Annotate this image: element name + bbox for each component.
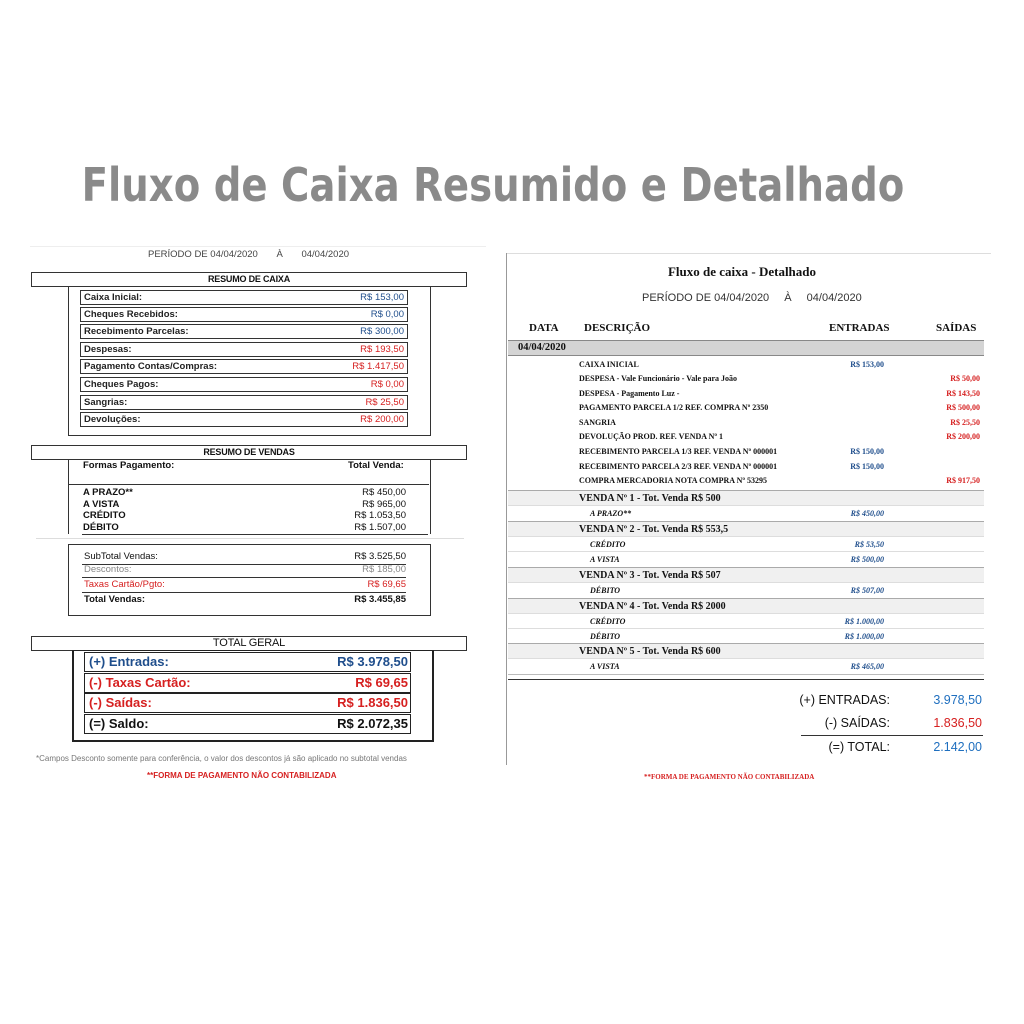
venda-item: A VISTA R$ 465,00 (508, 658, 984, 675)
venda-group: VENDA Nº 3 - Tot. Venda R$ 507 (508, 567, 984, 583)
venda-item: DÉBITO R$ 1.000,00 (508, 628, 984, 644)
page-title: Fluxo de Caixa Resumido e Detalhado (81, 158, 905, 212)
line-item: RECEBIMENTO PARCELA 2/3 REF. VENDA Nº 000001 R$ 150,00 (579, 462, 884, 471)
divider (36, 538, 464, 539)
line-item: DESPESA - Vale Funcionário - Vale para João R$ 50,00 (579, 374, 980, 383)
totais-entradas-label: (+) ENTRADAS: (799, 693, 890, 707)
period-end: 04/04/2020 (806, 292, 862, 304)
vendas-row: A VISTA R$ 965,00 (83, 499, 406, 510)
col-header-saidas: SAÍDAS (936, 322, 977, 334)
caixa-row: Devoluções: R$ 200,00 (80, 412, 408, 427)
line-item: DESPESA - Pagamento Luz - R$ 143,50 (579, 389, 980, 398)
venda-item: DÉBITO R$ 507,00 (508, 582, 984, 598)
venda-group: VENDA Nº 2 - Tot. Venda R$ 553,5 (508, 521, 984, 537)
detalhado-period (642, 292, 874, 304)
totais-total-value: 2.142,00 (933, 740, 982, 754)
line-item: CAIXA INICIAL R$ 153,00 (579, 360, 884, 369)
total-geral-header: TOTAL GERAL (31, 636, 467, 651)
totais-entradas-value: 3.978,50 (933, 693, 982, 707)
venda-group: VENDA Nº 1 - Tot. Venda R$ 500 (508, 490, 984, 506)
taxas-row: Taxas Cartão/Pgto: R$ 69,65 (82, 577, 406, 593)
nota-prazo-detalhado: **FORMA DE PAGAMENTO NÃO CONTABILIZADA (644, 773, 815, 781)
period-end: 04/04/2020 (301, 249, 350, 260)
col-header-data: DATA (529, 322, 559, 334)
line-item: COMPRA MERCADORIA NOTA COMPRA Nº 53295 R$ 917,50 (579, 476, 980, 485)
caixa-row: Caixa Inicial: R$ 153,00 (80, 290, 408, 305)
descontos-row: Descontos: R$ 185,00 (82, 562, 406, 578)
formas-pagamento-label: Formas Pagamento: (83, 460, 175, 471)
panel-top-line (507, 253, 991, 254)
line-item: PAGAMENTO PARCELA 1/2 REF. COMPRA Nº 2350 R$ 500,00 (579, 403, 980, 412)
period-separator: À (276, 249, 283, 260)
venda-item: CRÉDITO R$ 53,50 (508, 536, 984, 552)
totais-total-label: (=) TOTAL: (828, 740, 890, 754)
divider (68, 484, 429, 485)
resumido-panel (30, 246, 486, 248)
period-separator: À (784, 292, 792, 304)
taxas-cartao-row: (-) Taxas Cartão: R$ 69,65 (84, 673, 411, 693)
venda-item: CRÉDITO R$ 1.000,00 (508, 613, 984, 629)
period-start: PERÍODO DE 04/04/2020 (642, 292, 770, 304)
total-vendas-row: Total Vendas: R$ 3.455,85 (84, 594, 406, 605)
col-header-entradas: ENTRADAS (829, 322, 890, 334)
col-header-descricao: DESCRIÇÃO (584, 322, 651, 334)
venda-group: VENDA Nº 4 - Tot. Venda R$ 2000 (508, 598, 984, 614)
saidas-row: (-) Saídas: R$ 1.836,50 (84, 693, 411, 713)
resumido-period (148, 249, 365, 260)
divider (508, 679, 984, 680)
entradas-row: (+) Entradas: R$ 3.978,50 (84, 652, 411, 672)
caixa-row: Cheques Pagos: R$ 0,00 (80, 377, 408, 392)
vendas-row: A PRAZO** R$ 450,00 (83, 487, 406, 498)
venda-item: A VISTA R$ 500,00 (508, 551, 984, 567)
caixa-row: Cheques Recebidos: R$ 0,00 (80, 307, 408, 322)
saldo-row: (=) Saldo: R$ 2.072,35 (84, 714, 411, 734)
nota-descontos: *Campos Desconto somente para conferência, o valor dos descontos já são aplicado no subtotal vendas (36, 754, 407, 763)
vendas-row: DÉBITO R$ 1.507,00 (82, 522, 428, 535)
totais-saidas-label: (-) SAÍDAS: (824, 716, 890, 730)
venda-item: A PRAZO** R$ 450,00 (508, 505, 984, 521)
detalhado-title: Fluxo de caixa - Detalhado (667, 264, 817, 279)
total-venda-label: Total Venda: (348, 460, 404, 471)
line-item: DEVOLUÇÃO PROD. REF. VENDA Nº 1 R$ 200,00 (579, 432, 980, 441)
nota-prazo: **FORMA DE PAGAMENTO NÃO CONTABILIZADA (147, 771, 337, 780)
period-start: PERÍODO DE 04/04/2020 (148, 249, 258, 260)
caixa-row: Sangrias: R$ 25,50 (80, 395, 408, 410)
caixa-row: Despesas: R$ 193,50 (80, 342, 408, 357)
date-row: 04/04/2020 (508, 340, 984, 356)
resumo-caixa-header: RESUMO DE CAIXA (31, 272, 467, 287)
vendas-row: CRÉDITO R$ 1.053,50 (83, 510, 406, 521)
caixa-row: Recebimento Parcelas: R$ 300,00 (80, 324, 408, 339)
line-item: SANGRIA R$ 25,50 (579, 418, 980, 427)
subtotal-row: SubTotal Vendas: R$ 3.525,50 (82, 549, 406, 565)
totais-saidas-value: 1.836,50 (933, 716, 982, 730)
panel-divider (506, 253, 507, 765)
caixa-row: Pagamento Contas/Compras: R$ 1.417,50 (80, 359, 408, 374)
divider (801, 735, 983, 736)
venda-group: VENDA Nº 5 - Tot. Venda R$ 600 (508, 643, 984, 659)
line-item: RECEBIMENTO PARCELA 1/3 REF. VENDA Nº 000001 R$ 150,00 (579, 447, 884, 456)
resumo-vendas-header: RESUMO DE VENDAS (31, 445, 467, 460)
